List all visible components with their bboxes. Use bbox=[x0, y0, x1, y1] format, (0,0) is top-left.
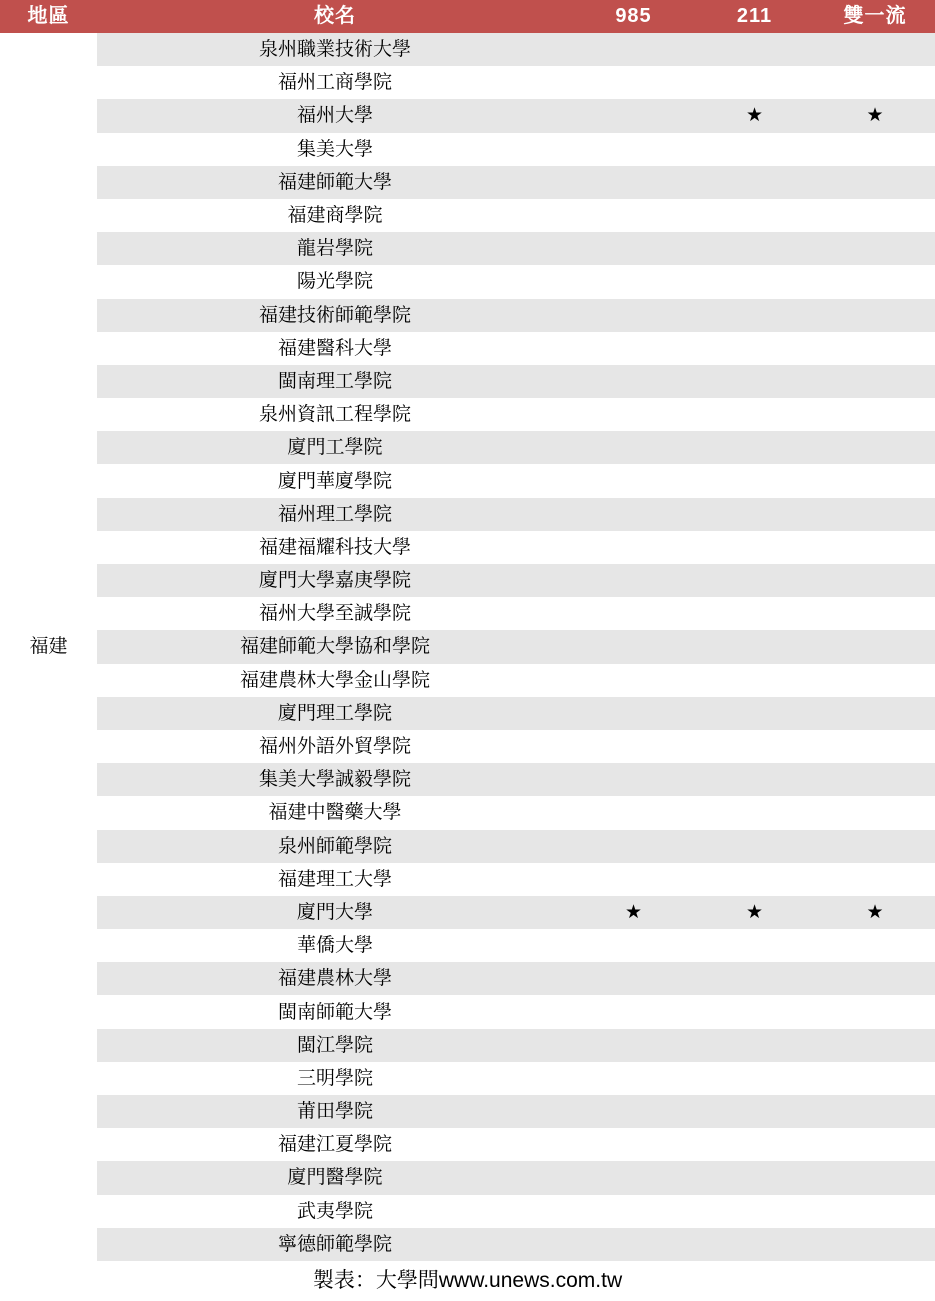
flag-985-cell bbox=[573, 398, 694, 431]
flag-985-cell bbox=[573, 1228, 694, 1261]
university-name-cell: 閩江學院 bbox=[97, 1029, 573, 1062]
flag-985-cell bbox=[573, 1161, 694, 1194]
flag-double-first-class-cell bbox=[815, 796, 935, 829]
university-name-cell: 武夷學院 bbox=[97, 1195, 573, 1228]
university-name-cell: 龍岩學院 bbox=[97, 232, 573, 265]
university-name-cell: 福州外語外貿學院 bbox=[97, 730, 573, 763]
flag-985-cell bbox=[573, 830, 694, 863]
flag-211-cell bbox=[694, 664, 815, 697]
flag-211-cell bbox=[694, 431, 815, 464]
flag-211-cell bbox=[694, 365, 815, 398]
flag-211-cell bbox=[694, 995, 815, 1028]
flag-985-cell bbox=[573, 1095, 694, 1128]
university-name-cell: 集美大學誠毅學院 bbox=[97, 763, 573, 796]
table-row bbox=[0, 830, 935, 863]
university-name-cell: 福建醫科大學 bbox=[97, 332, 573, 365]
table-row bbox=[0, 232, 935, 265]
flag-double-first-class-cell bbox=[815, 431, 935, 464]
flag-985-cell bbox=[573, 929, 694, 962]
university-name-cell: 集美大學 bbox=[97, 133, 573, 166]
flag-985-cell bbox=[573, 697, 694, 730]
flag-double-first-class-cell bbox=[815, 33, 935, 66]
flag-985-cell bbox=[573, 564, 694, 597]
university-name-cell: 福建師範大學協和學院 bbox=[97, 630, 573, 663]
flag-211-cell bbox=[694, 1161, 815, 1194]
table-row bbox=[0, 1195, 935, 1228]
university-name-cell: 福建中醫藥大學 bbox=[97, 796, 573, 829]
flag-double-first-class-cell bbox=[815, 332, 935, 365]
flag-double-first-class-cell bbox=[815, 299, 935, 332]
university-name-cell: 廈門華廈學院 bbox=[97, 464, 573, 497]
flag-double-first-class-cell bbox=[815, 830, 935, 863]
flag-double-first-class-cell bbox=[815, 66, 935, 99]
university-name-cell: 福建江夏學院 bbox=[97, 1128, 573, 1161]
flag-211-cell: ★ bbox=[694, 896, 815, 929]
flag-985-cell bbox=[573, 796, 694, 829]
flag-211-cell bbox=[694, 265, 815, 298]
table-row bbox=[0, 133, 935, 166]
university-name-cell: 福州理工學院 bbox=[97, 498, 573, 531]
table-body bbox=[0, 33, 935, 1261]
flag-double-first-class-cell: ★ bbox=[815, 896, 935, 929]
flag-985-cell bbox=[573, 232, 694, 265]
flag-985-cell bbox=[573, 664, 694, 697]
table-row bbox=[0, 1228, 935, 1261]
flag-211-cell bbox=[694, 1228, 815, 1261]
flag-211-cell bbox=[694, 232, 815, 265]
flag-double-first-class-cell bbox=[815, 730, 935, 763]
flag-985-cell bbox=[573, 299, 694, 332]
flag-985-cell bbox=[573, 1128, 694, 1161]
university-name-cell: 福建師範大學 bbox=[97, 166, 573, 199]
column-header-211: 211 bbox=[694, 0, 815, 33]
flag-985-cell: ★ bbox=[573, 896, 694, 929]
table-row bbox=[0, 1095, 935, 1128]
table-row bbox=[0, 1062, 935, 1095]
flag-211-cell bbox=[694, 1128, 815, 1161]
flag-double-first-class-cell bbox=[815, 763, 935, 796]
flag-211-cell bbox=[694, 498, 815, 531]
table-row bbox=[0, 265, 935, 298]
table-row bbox=[0, 431, 935, 464]
flag-985-cell bbox=[573, 863, 694, 896]
table-row bbox=[0, 763, 935, 796]
flag-double-first-class-cell bbox=[815, 365, 935, 398]
table-row bbox=[0, 962, 935, 995]
table-row bbox=[0, 332, 935, 365]
university-name-cell: 閩南師範大學 bbox=[97, 995, 573, 1028]
flag-211-cell bbox=[694, 830, 815, 863]
flag-211-cell bbox=[694, 531, 815, 564]
table-row bbox=[0, 1029, 935, 1062]
flag-double-first-class-cell bbox=[815, 1228, 935, 1261]
university-name-cell: 三明學院 bbox=[97, 1062, 573, 1095]
flag-985-cell bbox=[573, 464, 694, 497]
table-row bbox=[0, 697, 935, 730]
flag-double-first-class-cell bbox=[815, 697, 935, 730]
university-name-cell: 泉州職業技術大學 bbox=[97, 33, 573, 66]
flag-double-first-class-cell bbox=[815, 1195, 935, 1228]
flag-985-cell bbox=[573, 995, 694, 1028]
flag-double-first-class-cell bbox=[815, 664, 935, 697]
flag-985-cell bbox=[573, 166, 694, 199]
flag-985-cell bbox=[573, 1062, 694, 1095]
flag-985-cell bbox=[573, 531, 694, 564]
flag-985-cell bbox=[573, 763, 694, 796]
flag-double-first-class-cell bbox=[815, 166, 935, 199]
table-row bbox=[0, 398, 935, 431]
university-name-cell: 廈門醫學院 bbox=[97, 1161, 573, 1194]
table-row bbox=[0, 166, 935, 199]
table-row bbox=[0, 995, 935, 1028]
column-header-region: 地區 bbox=[0, 0, 97, 33]
flag-double-first-class-cell bbox=[815, 398, 935, 431]
table-row bbox=[0, 299, 935, 332]
flag-985-cell bbox=[573, 33, 694, 66]
flag-211-cell bbox=[694, 398, 815, 431]
flag-985-cell bbox=[573, 1195, 694, 1228]
table-row bbox=[0, 1128, 935, 1161]
flag-double-first-class-cell bbox=[815, 863, 935, 896]
flag-double-first-class-cell bbox=[815, 199, 935, 232]
flag-985-cell bbox=[573, 199, 694, 232]
flag-985-cell bbox=[573, 133, 694, 166]
flag-211-cell bbox=[694, 962, 815, 995]
flag-211-cell: ★ bbox=[694, 99, 815, 132]
table-row bbox=[0, 66, 935, 99]
university-name-cell: 廈門大學嘉庚學院 bbox=[97, 564, 573, 597]
flag-985-cell bbox=[573, 1029, 694, 1062]
table-header bbox=[0, 0, 935, 33]
flag-211-cell bbox=[694, 1195, 815, 1228]
table-row bbox=[0, 896, 935, 929]
table-row bbox=[0, 33, 935, 66]
table-row bbox=[0, 929, 935, 962]
university-name-cell: 福建理工大學 bbox=[97, 863, 573, 896]
university-name-cell: 福州大學 bbox=[97, 99, 573, 132]
column-header-double-first-class: 雙一流 bbox=[815, 0, 935, 33]
university-name-cell: 福州大學至誠學院 bbox=[97, 597, 573, 630]
table-footer-row bbox=[0, 1261, 935, 1301]
flag-double-first-class-cell bbox=[815, 597, 935, 630]
table-row bbox=[0, 730, 935, 763]
table-row bbox=[0, 531, 935, 564]
table-row bbox=[0, 564, 935, 597]
table-row bbox=[0, 863, 935, 896]
university-name-cell: 廈門大學 bbox=[97, 896, 573, 929]
flag-double-first-class-cell bbox=[815, 498, 935, 531]
university-name-cell: 福州工商學院 bbox=[97, 66, 573, 99]
footer-credit: 製表：大學問www.unews.com.tw bbox=[0, 1261, 935, 1301]
flag-double-first-class-cell bbox=[815, 929, 935, 962]
university-name-cell: 閩南理工學院 bbox=[97, 365, 573, 398]
flag-double-first-class-cell bbox=[815, 630, 935, 663]
table-row bbox=[0, 1161, 935, 1194]
flag-double-first-class-cell bbox=[815, 1128, 935, 1161]
flag-double-first-class-cell bbox=[815, 962, 935, 995]
flag-985-cell bbox=[573, 66, 694, 99]
flag-double-first-class-cell bbox=[815, 1161, 935, 1194]
region-cell: 福建 bbox=[0, 33, 97, 1261]
flag-985-cell bbox=[573, 365, 694, 398]
flag-double-first-class-cell bbox=[815, 531, 935, 564]
flag-double-first-class-cell bbox=[815, 1095, 935, 1128]
flag-985-cell bbox=[573, 630, 694, 663]
flag-211-cell bbox=[694, 597, 815, 630]
flag-985-cell bbox=[573, 962, 694, 995]
table-row bbox=[0, 464, 935, 497]
university-name-cell: 陽光學院 bbox=[97, 265, 573, 298]
flag-985-cell bbox=[573, 498, 694, 531]
table-row bbox=[0, 597, 935, 630]
flag-985-cell bbox=[573, 265, 694, 298]
university-name-cell: 泉州資訊工程學院 bbox=[97, 398, 573, 431]
flag-985-cell bbox=[573, 597, 694, 630]
flag-211-cell bbox=[694, 796, 815, 829]
column-header-name: 校名 bbox=[97, 0, 573, 33]
flag-double-first-class-cell bbox=[815, 265, 935, 298]
flag-211-cell bbox=[694, 66, 815, 99]
flag-double-first-class-cell bbox=[815, 464, 935, 497]
flag-211-cell bbox=[694, 464, 815, 497]
flag-211-cell bbox=[694, 1095, 815, 1128]
flag-double-first-class-cell bbox=[815, 133, 935, 166]
flag-985-cell bbox=[573, 332, 694, 365]
flag-211-cell bbox=[694, 133, 815, 166]
university-name-cell: 寧德師範學院 bbox=[97, 1228, 573, 1261]
flag-211-cell bbox=[694, 564, 815, 597]
flag-double-first-class-cell bbox=[815, 1029, 935, 1062]
university-name-cell: 華僑大學 bbox=[97, 929, 573, 962]
flag-211-cell bbox=[694, 1062, 815, 1095]
university-name-cell: 廈門理工學院 bbox=[97, 697, 573, 730]
flag-211-cell bbox=[694, 929, 815, 962]
table-footer bbox=[0, 1261, 935, 1301]
table-row bbox=[0, 664, 935, 697]
university-name-cell: 泉州師範學院 bbox=[97, 830, 573, 863]
flag-985-cell bbox=[573, 99, 694, 132]
university-name-cell: 福建技術師範學院 bbox=[97, 299, 573, 332]
table-row bbox=[0, 796, 935, 829]
table-row bbox=[0, 630, 935, 663]
flag-985-cell bbox=[573, 730, 694, 763]
university-name-cell: 福建福耀科技大學 bbox=[97, 531, 573, 564]
university-name-cell: 莆田學院 bbox=[97, 1095, 573, 1128]
flag-double-first-class-cell bbox=[815, 564, 935, 597]
university-name-cell: 廈門工學院 bbox=[97, 431, 573, 464]
column-header-985: 985 bbox=[573, 0, 694, 33]
flag-211-cell bbox=[694, 763, 815, 796]
flag-211-cell bbox=[694, 33, 815, 66]
flag-double-first-class-cell: ★ bbox=[815, 99, 935, 132]
table-header-row bbox=[0, 0, 935, 33]
flag-211-cell bbox=[694, 166, 815, 199]
flag-211-cell bbox=[694, 299, 815, 332]
university-name-cell: 福建農林大學 bbox=[97, 962, 573, 995]
flag-211-cell bbox=[694, 730, 815, 763]
flag-211-cell bbox=[694, 332, 815, 365]
university-name-cell: 福建農林大學金山學院 bbox=[97, 664, 573, 697]
table-row bbox=[0, 365, 935, 398]
flag-211-cell bbox=[694, 1029, 815, 1062]
flag-211-cell bbox=[694, 863, 815, 896]
flag-211-cell bbox=[694, 630, 815, 663]
flag-211-cell bbox=[694, 697, 815, 730]
table-row bbox=[0, 199, 935, 232]
flag-double-first-class-cell bbox=[815, 995, 935, 1028]
flag-211-cell bbox=[694, 199, 815, 232]
table-row bbox=[0, 498, 935, 531]
university-name-cell: 福建商學院 bbox=[97, 199, 573, 232]
flag-double-first-class-cell bbox=[815, 232, 935, 265]
table-row bbox=[0, 99, 935, 132]
flag-double-first-class-cell bbox=[815, 1062, 935, 1095]
flag-985-cell bbox=[573, 431, 694, 464]
